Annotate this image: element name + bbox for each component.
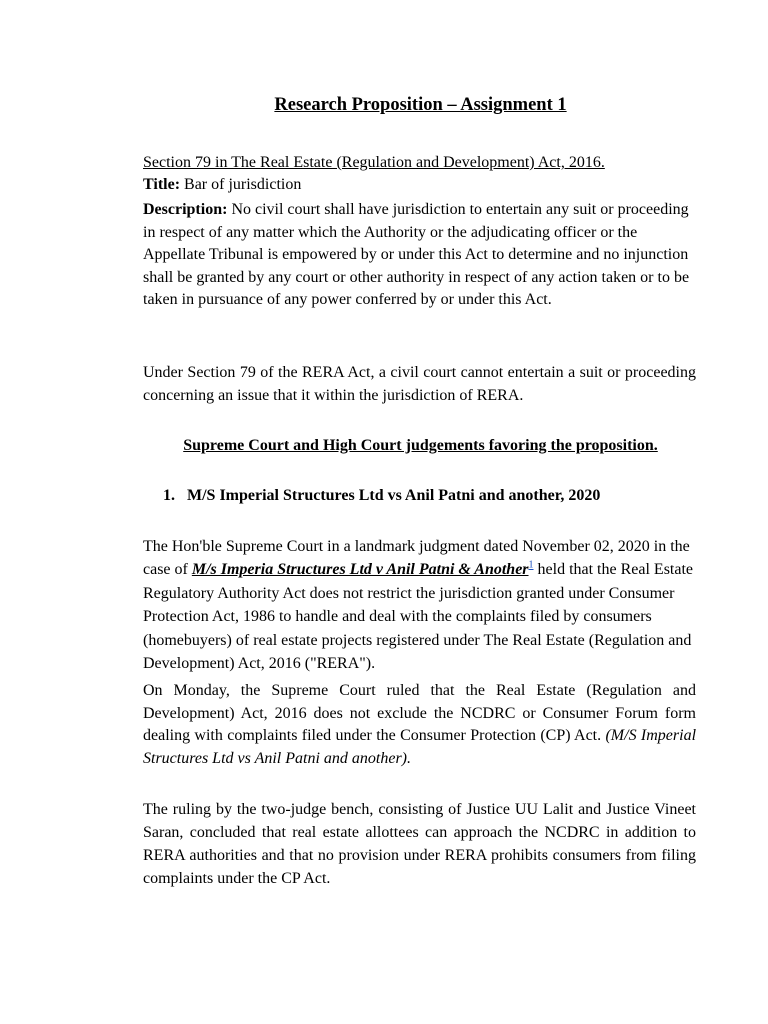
title-line xyxy=(143,174,696,197)
list-item xyxy=(163,485,600,507)
judgment-text-start: The Hon'ble Supreme Court in a landmark judgment dated November 02, 2020 in the case of xyxy=(143,538,690,579)
description-text: No civil court shall have jurisdiction to entertain any suit or proceeding in respect of any matter which the Authority or the adjudicating officer or the Appellate Tribunal is empowered by or under this Act to determine and no injunction shall be granted by any court or other authority in respect of any action taken or to be taken in pursuance of any power conferred by or under this Act. xyxy=(143,201,690,309)
bench-ruling-paragraph: The ruling by the two-judge bench, consisting of Justice UU Lalit and Justice Vineet Saran, concluded that real estate allottees can approach the NCDRC in addition to RERA authorities and that no provision under RERA prohibits consumers from filing complaints under the CP Act. xyxy=(143,801,696,887)
monday-ruling-text: On Monday, the Supreme Court ruled that the Real Estate (Regulation and Development) Act, 2016 does not exclude the NCDRC or Consumer Forum form dealing with complaints filed under the Consumer Protection (CP) Act. xyxy=(143,682,696,744)
title-value: Bar of jurisdiction xyxy=(180,176,302,193)
section-reference: Section 79 in The Real Estate (Regulation and Development) Act, 2016. xyxy=(143,154,605,171)
judgements-heading: Supreme Court and High Court judgements favoring the proposition. xyxy=(183,437,658,454)
list-item-number: 1. xyxy=(163,487,175,504)
list-item-text: M/S Imperial Structures Ltd vs Anil Patni and another, 2020 xyxy=(187,487,601,504)
document-title: Research Proposition – Assignment 1 xyxy=(274,95,567,115)
under-section-paragraph: Under Section 79 of the RERA Act, a civil court cannot entertain a suit or proceeding concerning an issue that it within the jurisdiction of RERA. xyxy=(143,364,696,404)
judgment-paragraph xyxy=(143,535,696,675)
footnote-reference[interactable]: 1 xyxy=(528,560,534,572)
description-paragraph xyxy=(143,199,696,312)
title-label: Title: xyxy=(143,176,181,193)
monday-ruling-paragraph xyxy=(143,680,696,770)
description-label: Description: xyxy=(143,201,228,218)
judgment-text-end: held that the Real Estate Regulatory Authority Act does not restrict the jurisdiction granted under Consumer Protection Act, 1986 to handle and deal with the complaints filed by consumers (homebuyers) of real estate projects registered under The Real Estate (Regulation and Development) Act, 2016 ("RERA"). xyxy=(143,561,694,673)
case-citation-link[interactable]: M/s Imperia Structures Ltd v Anil Patni & Another xyxy=(191,561,529,579)
case-citation-italic: (M/S Imperial Structures Ltd vs Anil Patni and another). xyxy=(143,727,697,767)
